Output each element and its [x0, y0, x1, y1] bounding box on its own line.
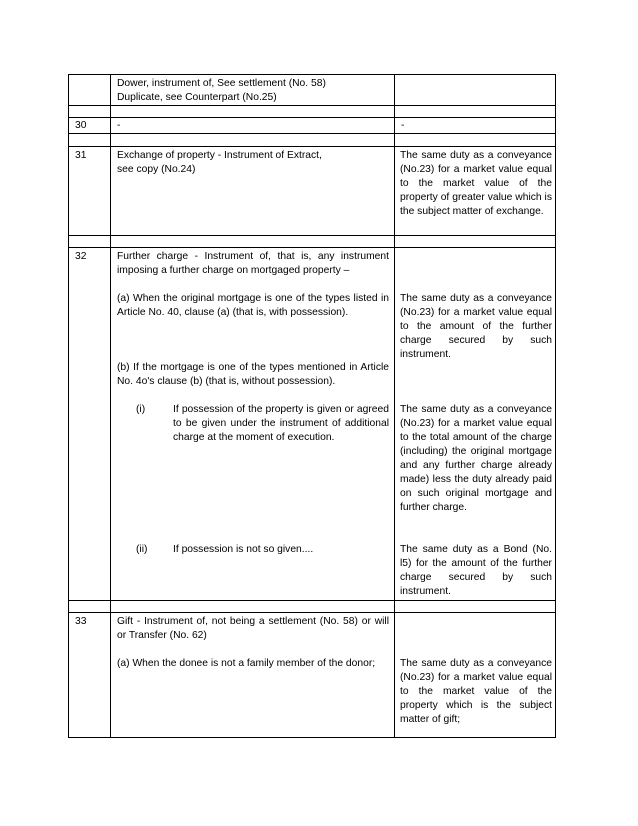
row-divider — [69, 235, 555, 236]
row-divider — [69, 105, 555, 106]
sub-clause-ii-duty: The same duty as a Bond (No. l5) for the amount of the further charge secured by such instrument. — [400, 544, 552, 597]
row-number: 32 — [75, 251, 87, 262]
row-divider — [69, 117, 555, 118]
clause-a-duty: The same duty as a conveyance (No.23) for a market value equal to the amount of the further charge secured by such instrument. — [400, 293, 552, 360]
row-divider — [69, 146, 555, 147]
sub-clause-i-duty: The same duty as a conveyance (No.23) for a market value equal to the total amount of the charge (including) the original mortgage and any further charge already made) less the duty already paid on such original mortgage and further charge. — [400, 404, 552, 513]
row-number: 33 — [75, 616, 87, 627]
row-divider — [69, 133, 555, 134]
row-description: - — [117, 120, 121, 131]
row-number: 30 — [75, 120, 87, 131]
sub-clause-label: (ii) — [136, 544, 148, 555]
clause-a-description: (a) When the original mortgage is one of the types listed in Article No. 40, clause (a) (that is, with possession). — [117, 293, 389, 318]
clause-a-duty: The same duty as a conveyance (No.23) for a market value equal to the market value of the property which is the subject matter of gift; — [400, 658, 552, 725]
sub-clause-label: (i) — [136, 404, 146, 415]
row-duty: - — [401, 120, 405, 131]
sub-clause-ii-description: If possession is not so given.... — [173, 544, 314, 555]
dower-line: Dower, instrument of, See settlement (No. 58) — [117, 78, 326, 89]
clause-b-description: (b) If the mortgage is one of the types mentioned in Article No. 4o's clause (b) (that is, without possession). — [117, 362, 389, 387]
clause-a-description: (a) When the donee is not a family member of the donor; — [117, 658, 376, 669]
row-description: see copy (No.24) — [117, 164, 196, 175]
row-divider — [69, 600, 555, 601]
column-divider-duty — [394, 75, 395, 737]
column-divider-number — [110, 75, 111, 737]
row-description: Exchange of property - Instrument of Extract, — [117, 150, 322, 161]
row-number: 31 — [75, 150, 87, 161]
row-divider — [69, 247, 555, 248]
row-description: Further charge - Instrument of, that is, any instrument imposing a further charge on mortgaged property – — [117, 251, 389, 276]
row-divider — [69, 612, 555, 613]
duplicate-line: Duplicate, see Counterpart (No.25) — [117, 92, 277, 103]
stamp-duty-table — [68, 74, 556, 738]
row-duty: The same duty as a conveyance (No.23) for a market value equal to the market value of the property of greater value which is the subject matter of exchange. — [400, 150, 552, 217]
sub-clause-i-description: If possession of the property is given or agreed to be given under the instrument of additional charge at the moment of execution. — [173, 404, 389, 443]
row-description: Gift - Instrument of, not being a settlement (No. 58) or will or Transfer (No. 62) — [117, 616, 389, 641]
